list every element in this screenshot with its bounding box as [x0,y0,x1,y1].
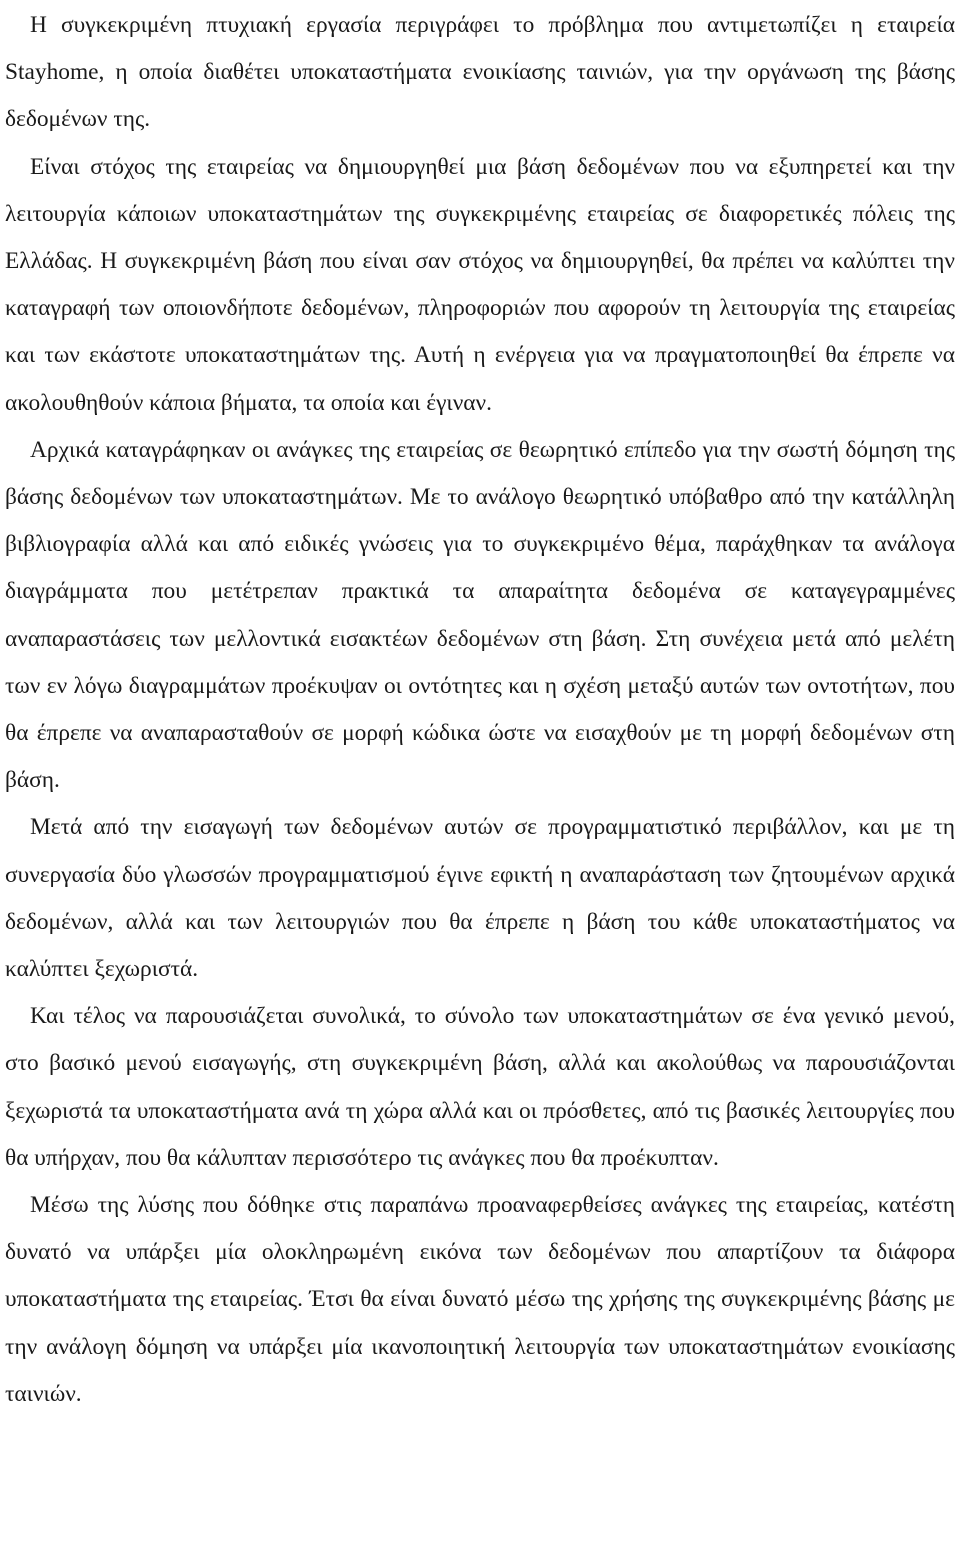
paragraph-goal: Είναι στόχος της εταιρείας να δημιουργηθεί μια βάση δεδομένων που να εξυπηρετεί και την λειτουργία κάποιων υποκαταστημάτων της συγκεκριμένης εταιρείας σε διαφορετικές πόλεις της Ελλάδας. Η συγκεκριμένη βάση που είναι σαν στόχος να δημιουργηθεί, θα πρέπει να καλύπτει την καταγραφή των οποιονδήποτε δεδομένων, πληροφοριών που αφορούν τη λειτουργία της εταιρείας και των εκάστοτε υποκαταστημάτων της. Αυτή η ενέργεια για να πραγματοποιηθεί θα έπρεπε να ακολουθηθούν κάποια βήματα, τα οποία και έγιναν. [5,153,955,416]
paragraph-analysis: Αρχικά καταγράφηκαν οι ανάγκες της εταιρείας σε θεωρητικό επίπεδο για την σωστή δόμηση της βάσης δεδομένων των υποκαταστημάτων. Με το ανάλογο θεωρητικό υπόβαθρο από την κατάλληλη βιβλιογραφία αλλά και από ειδικές γνώσεις για το συγκεκριμένο θέμα, παράχθηκαν τα ανάλογα διαγράμματα που μετέτρεπαν πρακτικά τα απαραίτητα δεδομένα σε καταγεγραμμένες αναπαραστάσεις των μελλοντικά εισακτέων δεδομένων στη βάση. Στη συνέχεια μετά από μελέτη των εν λόγω διαγραμμάτων προέκυψαν οι οντότητες και η σχέση μεταξύ αυτών των οντοτήτων, που θα έπρεπε να αναπαρασταθούν σε μορφή κώδικα ώστε να εισαχθούν με τη μορφή δεδομένων στη βάση. [5,436,955,794]
paragraph-presentation: Και τέλος να παρουσιάζεται συνολικά, το σύνολο των υποκαταστημάτων σε ένα γενικό μενού, στο βασικό μενού εισαγωγής, στη συγκεκριμένη βάση, αλλά και ακολούθως να παρουσιάζονται ξεχωριστά τα υποκαταστήματα ανά τη χώρα αλλά και οι πρόσθετες, από τις βασικές λειτουργίες που θα υπήρχαν, που θα κάλυπταν περισσότερο τις ανάγκες που θα προέκυπταν. [5,1003,955,1171]
paragraph-intro: Η συγκεκριμένη πτυχιακή εργασία περιγράφει το πρόβλημα που αντιμετωπίζει η εταιρεία Stayhome, η οποία διαθέτει υποκαταστήματα ενοικίασης ταινιών, για την οργάνωση της βάσης δεδομένων της. [5,12,955,133]
paragraph-implementation: Μετά από την εισαγωγή των δεδομένων αυτών σε προγραμματιστικό περιβάλλον, και με τη συνεργασία δύο γλωσσών προγραμματισμού έγινε εφικτή η αναπαράσταση των ζητουμένων αρχικά δεδομένων, αλλά και των λειτουργιών που θα έπρεπε η βάση του κάθε υποκαταστήματος να καλύπτει ξεχωριστά. [5,814,955,983]
paragraph-conclusion: Μέσω της λύσης που δόθηκε στις παραπάνω προαναφερθείσες ανάγκες της εταιρείας, κατέστη δυνατό να υπάρξει μία ολοκληρωμένη εικόνα των δεδομένων που απαρτίζουν τα διάφορα υποκαταστήματα της εταιρείας. Έτσι θα είναι δυνατό μέσω της χρήσης της συγκεκριμένης βάσης με την ανάλογη δόμηση να υπάρξει μία ικανοποιητική λειτουργία των υποκαταστημάτων ενοικίασης ταινιών. [5,1192,955,1407]
document-page [5,2,955,1418]
